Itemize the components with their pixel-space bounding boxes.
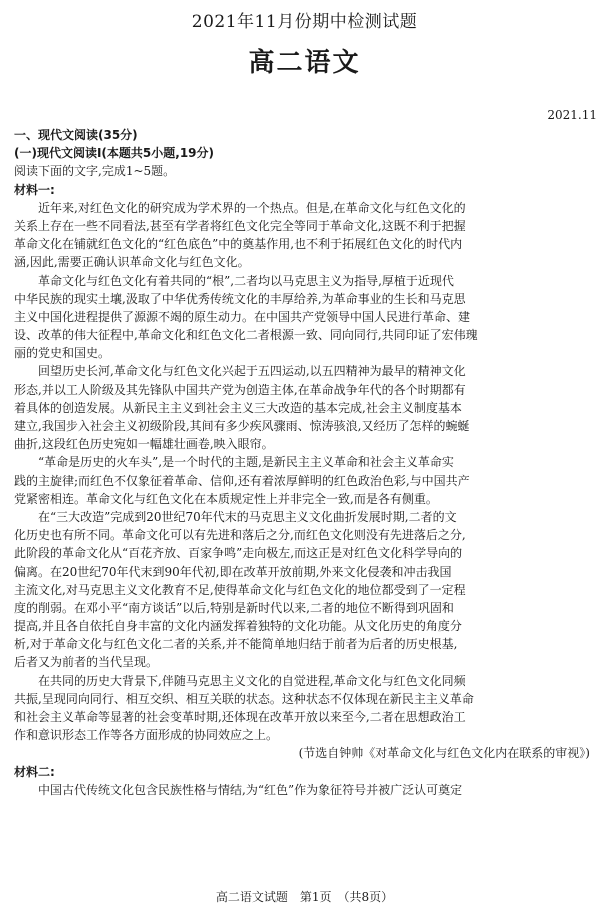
text-line: 析,对于革命文化与红色文化二者的关系,并不能简单地归结于前者为后者的历史根基, [14, 637, 458, 652]
text-line: 此阶段的革命文化从“百花齐放、百家争鸣”走向极左,而这正是对红色文化科学导向的 [14, 546, 463, 561]
text-line: 在“三大改造”完成到20世纪70年代末的马克思主义文化曲折发展时期,二者的文 [38, 509, 457, 524]
paragraph [14, 362, 594, 453]
text-line: 践的主旋律;而红色不仅象征着革命、信仰,还有着浓厚鲜明的红色政治色彩,与中国共产 [14, 473, 470, 488]
material-two-body [14, 781, 594, 799]
text-line: 革命文化在铺就红色文化的“红色底色”中的奠基作用,也不利于拓展红色文化的时代内 [14, 237, 463, 252]
section-subheading: (一)现代文阅读I(本题共5小题,19分) [14, 146, 215, 161]
material-one-source: (节选自钟帅《对革命文化与红色文化内在联系的审视》) [298, 746, 590, 761]
text-line: 提高,并且各自依托自身丰富的文化内涵发挥着独特的文化功能。从文化历史的角度分 [14, 619, 462, 634]
text-line: 主流文化,对马克思主义文化教育不足,使得革命文化与红色文化的地位都受到了一定程 [14, 582, 466, 597]
text-line: 和社会主义革命等显著的社会变革时期,还体现在改革开放以来至今,二者在思想政治工 [14, 710, 466, 724]
text-line: 中华民族的现实土壤,汲取了中华优秀传统文化的丰厚给养,为革命事业的生长和马克思 [14, 291, 466, 306]
exam-title: 2021年11月份期中检测试题 [191, 12, 418, 32]
text-line: 设、改革的伟大征程中,革命文化和红色文化二者根源一致、同向同行,共同印证了宏伟瑰 [14, 328, 478, 343]
text-line: 关系上存在一些不同看法,甚至有学者将红色文化完全等同于革命文化,这既不利于把握 [14, 218, 466, 233]
paragraph [14, 508, 594, 672]
section-heading: 一、现代文阅读(35分) [14, 128, 138, 142]
paragraph [14, 672, 594, 745]
text-line: 主义中国化进程提供了源源不竭的原生动力。在中国共产党领导中国人民进行革命、建 [14, 309, 471, 324]
paragraph [14, 199, 594, 272]
text-line: 丽的党史和国史。 [14, 346, 111, 361]
text-line: 作和意识形态工作等各方面形成的协同效应之上。 [14, 728, 279, 743]
text-line: 近年来,对红色文化的研究成为学术界的一个热点。但是,在革命文化与红色文化的 [38, 200, 466, 215]
material-one-label: 材料一: [14, 182, 55, 197]
paragraph [14, 272, 594, 363]
text-line: 涵,因此,需要正确认识革命文化与红色文化。 [14, 255, 250, 270]
paragraph [14, 453, 594, 508]
text-line: 后者又为前者的当代呈现。 [14, 655, 159, 670]
text-line: 党紧密相连。革命文化与红色文化在本质规定性上并非完全一致,而是各有侧重。 [14, 491, 438, 506]
text-line: “革命是历史的火车头”,是一个时代的主题,是新民主主义革命和社会主义革命实 [38, 455, 454, 470]
text-line: 革命文化与红色文化有着共同的“根”,二者均以马克思主义为指导,厚植于近现代 [38, 273, 454, 288]
material-one-body [14, 199, 594, 745]
text-line: 偏离。在20世纪70年代末到90年代初,即在改革开放前期,外来文化侵袭和冲击我国 [14, 564, 452, 579]
section-instruction: 阅读下面的文字,完成1~5题。 [14, 164, 176, 179]
text-line: 回望历史长河,革命文化与红色文化兴起于五四运动,以五四精神为最早的精神文化 [38, 364, 466, 379]
text-line: 共振,呈现同向同行、相互交织、相互关联的状态。这种状态不仅体现在新民主主义革命 [14, 691, 474, 706]
text-line: 在共同的历史大背景下,伴随马克思主义文化的自觉进程,革命文化与红色文化同频 [38, 673, 466, 688]
text-line: 建立,我国步入社会主义初级阶段,其间有多少疾风骤雨、惊涛骇浪,又经历了怎样的蜿蜒 [14, 419, 470, 433]
text-line: 中国古代传统文化包含民族性格与情结,为“红色”作为象征符号并被广泛认可奠定 [38, 782, 463, 797]
material-two-label: 材料二: [14, 764, 55, 779]
exam-content [14, 126, 594, 799]
text-line: 曲折,这段红色历史宛如一幅雄壮画卷,映入眼帘。 [14, 437, 274, 452]
text-line: 度的削弱。在邓小平“南方谈话”以后,特别是新时代以来,二者的地位不断得到巩固和 [14, 600, 454, 615]
page-footer: 高二语文试题 第1页 （共8页） [215, 890, 394, 904]
exam-date: 2021.11 [547, 108, 597, 122]
text-line: 着具体的创造发展。从新民主主义到社会主义三大改造的基本完成,社会主义制度基本 [14, 400, 462, 415]
text-line: 化历史也有所不同。革命文化可以有先进和落后之分,而红色文化则没有先进落后之分, [14, 528, 466, 543]
subject-title: 高二语文 [248, 48, 361, 78]
text-line: 形态,并以工人阶级及其先锋队中国共产党为创造主体,在革命战争年代的各个时期都有 [14, 382, 466, 397]
